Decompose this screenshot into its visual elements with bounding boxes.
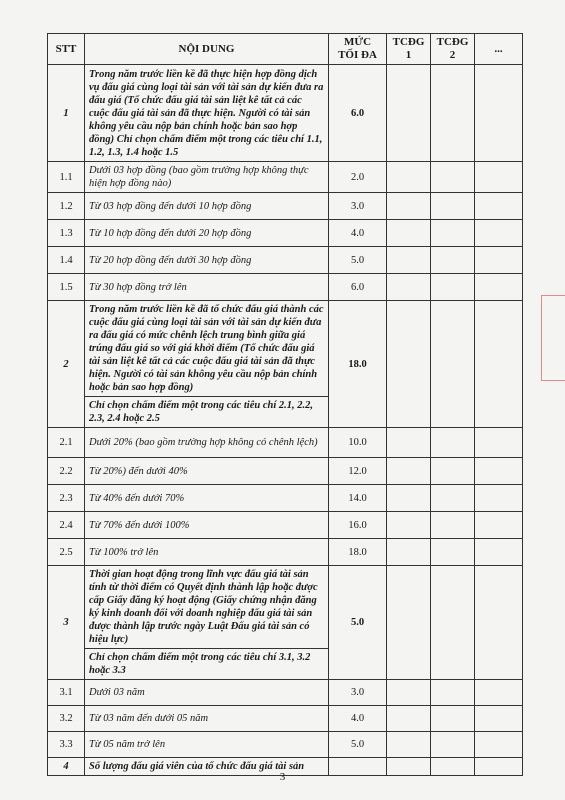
row-content: Từ 20%) đến dưới 40% — [85, 458, 329, 485]
row-max: 5.0 — [329, 566, 387, 680]
table-row — [48, 301, 523, 397]
table-row — [48, 247, 523, 274]
row-stt: 1 — [48, 65, 85, 162]
row-content: Trong năm trước liền kề đã tổ chức đấu giá thành các cuộc đấu giá cùng loại tài sản với tài sản dự kiến đưa ra đấu giá có mức chênh lệch trung bình giữa giá trúng đấu giá so với giá khởi điểm (Tổ chức đấu giá tài sản liệt kê tất cả các cuộc đấu giá tài sản đã thực hiện. Người có tài sản không yêu cầu nộp bản chính hoặc bản sao hợp đồng) — [85, 301, 329, 397]
table-row — [48, 566, 523, 649]
table-row — [48, 428, 523, 458]
row-max: 6.0 — [329, 65, 387, 162]
row-stt: 3.3 — [48, 732, 85, 758]
row-max: 4.0 — [329, 220, 387, 247]
row-max: 2.0 — [329, 162, 387, 193]
table-row — [48, 193, 523, 220]
row-content-note: Chỉ chọn chấm điểm một trong các tiêu chí 3.1, 3.2 hoặc 3.3 — [85, 649, 329, 680]
table-row — [48, 162, 523, 193]
header-tcdg-1: TCĐG 1 — [387, 34, 431, 65]
row-max: 18.0 — [329, 301, 387, 428]
table-header-row — [48, 34, 523, 65]
row-stt: 4 — [48, 758, 85, 776]
scoring-table — [47, 33, 523, 776]
row-max: 6.0 — [329, 274, 387, 301]
row-stt: 2.5 — [48, 539, 85, 566]
table-row — [48, 220, 523, 247]
row-stt: 3.1 — [48, 680, 85, 706]
row-max: 18.0 — [329, 539, 387, 566]
row-content: Từ 100% trở lên — [85, 539, 329, 566]
row-content: Thời gian hoạt động trong lĩnh vực đấu giá tài sản tính từ thời điểm có Quyết định thành lập hoặc được cấp Giấy đăng ký hoạt động (Giấy chứng nhận đăng ký kinh doanh đối với doanh nghiệp đấu giá tài sản được thành lập trước ngày Luật Đấu giá tài sản có hiệu lực) — [85, 566, 329, 649]
row-stt: 1.5 — [48, 274, 85, 301]
row-stt: 2.3 — [48, 485, 85, 512]
table-row — [48, 706, 523, 732]
row-content: Từ 03 năm đến dưới 05 năm — [85, 706, 329, 732]
row-max: 10.0 — [329, 428, 387, 458]
header-content: NỘI DUNG — [85, 34, 329, 65]
table-row — [48, 512, 523, 539]
header-max: MỨC TỐI ĐA — [329, 34, 387, 65]
row-stt: 2 — [48, 301, 85, 428]
table-row — [48, 732, 523, 758]
row-max: 3.0 — [329, 193, 387, 220]
row-max: 12.0 — [329, 458, 387, 485]
table-row — [48, 680, 523, 706]
row-stt: 1.1 — [48, 162, 85, 193]
row-stt: 1.4 — [48, 247, 85, 274]
row-content: Số lượng đấu giá viên của tổ chức đấu giá tài sản — [85, 758, 329, 776]
row-content: Dưới 20% (bao gồm trường hợp không có chênh lệch) — [85, 428, 329, 458]
row-content: Từ 03 hợp đồng đến dưới 10 hợp đồng — [85, 193, 329, 220]
row-content: Trong năm trước liền kề đã thực hiện hợp đồng dịch vụ đấu giá cùng loại tài sản với tài sản dự kiến đưa ra đấu giá (Tổ chức đấu giá tài sản liệt kê tất cả các cuộc đấu giá tài sản đã thực hiện. Người có tài sản không yêu cầu nộp bản chính hoặc bản sao hợp đồng) Chỉ chọn chấm điểm một trong các tiêu chí 1.1, 1.2, 1.3, 1.4 hoặc 1.5 — [85, 65, 329, 162]
row-content: Từ 70% đến dưới 100% — [85, 512, 329, 539]
row-content: Từ 30 hợp đồng trở lên — [85, 274, 329, 301]
table-row — [48, 458, 523, 485]
row-max: 4.0 — [329, 706, 387, 732]
row-content: Dưới 03 năm — [85, 680, 329, 706]
row-max: 16.0 — [329, 512, 387, 539]
row-max: 5.0 — [329, 732, 387, 758]
row-content: Từ 05 năm trở lên — [85, 732, 329, 758]
row-stt: 2.1 — [48, 428, 85, 458]
row-content: Từ 10 hợp đồng đến dưới 20 hợp đồng — [85, 220, 329, 247]
row-content: Từ 20 hợp đồng đến dưới 30 hợp đồng — [85, 247, 329, 274]
row-stt: 3 — [48, 566, 85, 680]
row-max: 3.0 — [329, 680, 387, 706]
table-row — [48, 274, 523, 301]
row-stt: 2.2 — [48, 458, 85, 485]
row-max: 14.0 — [329, 485, 387, 512]
header-more: ... — [475, 34, 523, 65]
header-stt: STT — [48, 34, 85, 65]
table-row — [48, 485, 523, 512]
row-content: Dưới 03 hợp đồng (bao gồm trường hợp không thực hiện hợp đồng nào) — [85, 162, 329, 193]
table-row — [48, 539, 523, 566]
row-stt: 3.2 — [48, 706, 85, 732]
row-max: 5.0 — [329, 247, 387, 274]
row-stt: 1.2 — [48, 193, 85, 220]
red-stamp-edge — [541, 295, 565, 381]
table-row — [48, 65, 523, 162]
page-number: 3 — [279, 771, 286, 783]
row-content-note: Chỉ chọn chấm điểm một trong các tiêu chí 2.1, 2.2, 2.3, 2.4 hoặc 2.5 — [85, 397, 329, 428]
row-stt: 2.4 — [48, 512, 85, 539]
header-tcdg-2: TCĐG 2 — [431, 34, 475, 65]
row-content: Từ 40% đến dưới 70% — [85, 485, 329, 512]
row-stt: 1.3 — [48, 220, 85, 247]
